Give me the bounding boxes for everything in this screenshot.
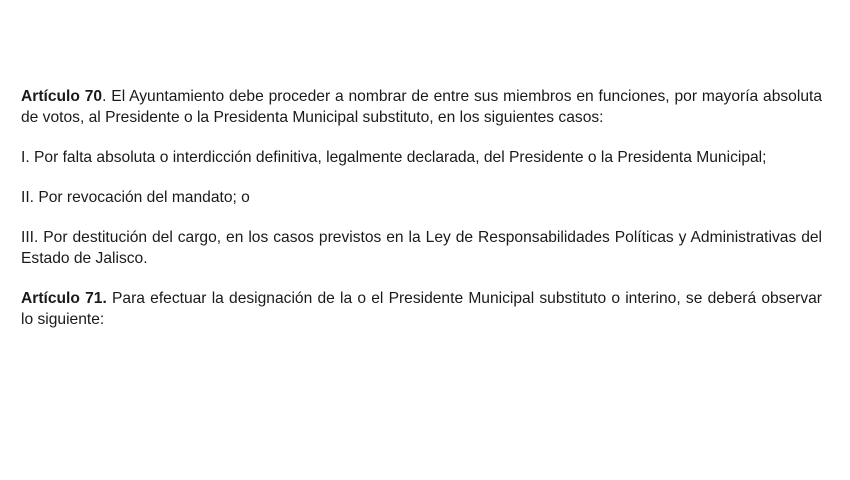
document-page [21,86,822,349]
article-70-body: El Ayuntamiento debe proceder a nombrar de entre sus miembros en funciones, por mayoría absoluta de votos, al Presidente o la Presidenta Municipal substituto, en los siguientes casos: [21,88,822,126]
list-item-3: III. Por destitución del cargo, en los casos previstos en la Ley de Responsabilidades Políticas y Administrativas del Estado de Jalisco. [21,229,822,267]
article-71-body: Para efectuar la designación de la o el Presidente Municipal substituto o interino, se deberá observar lo siguiente: [21,290,822,328]
list-item-2: II. Por revocación del mandato; o [21,189,250,206]
article-71-heading: Artículo 71. [21,290,107,307]
article-70-heading-suffix: . [102,88,107,105]
article-70-heading: Artículo 70 [21,88,103,105]
article-70-paragraph [21,86,822,128]
list-item-1: I. Por falta absoluta o interdicción definitiva, legalmente declarada, del Presidente o la Presidenta Municipal; [21,149,767,166]
article-71-paragraph [21,288,822,330]
